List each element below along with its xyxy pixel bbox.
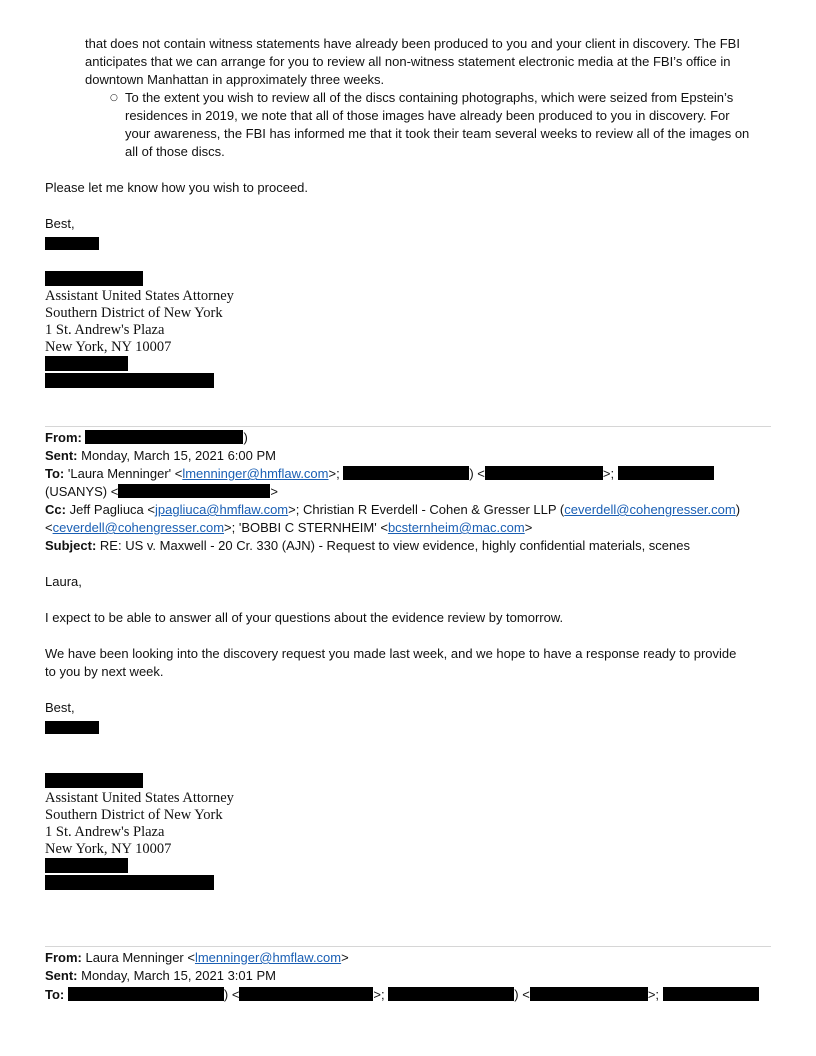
- paragraph-line: all of those discs.: [125, 144, 225, 159]
- paragraph-line: To the extent you wish to review all of the discs containing photographs, which were seized from Epstein’s: [125, 90, 734, 105]
- email-from-row: [45, 949, 349, 967]
- redaction-block: [343, 466, 469, 480]
- separator: ) <: [514, 987, 530, 1002]
- redaction-block: [45, 773, 143, 788]
- redaction-block: [45, 271, 143, 286]
- cc-name: Jeff Pagliuca <: [69, 502, 155, 517]
- signature-office: Southern District of New York: [45, 305, 223, 321]
- redaction-block: [45, 356, 128, 371]
- redaction-block: [118, 484, 270, 498]
- cc-email-link[interactable]: ceverdell@cohengresser.com: [564, 502, 736, 517]
- redaction-block: [388, 987, 514, 1001]
- separator: >: [270, 484, 278, 499]
- redaction-block: [618, 466, 714, 480]
- sent-label: Sent:: [45, 968, 78, 983]
- signature-block: [45, 790, 234, 858]
- separator: >: [524, 520, 533, 535]
- paragraph-line: residences in 2019, we note that all of those images have already been produced to you in discovery. For: [125, 108, 730, 123]
- paragraph-line: your awareness, the FBI has informed me that it took their team several weeks to review all of the images on: [125, 126, 750, 141]
- redaction-block: [239, 987, 373, 1001]
- redaction-block: [68, 987, 224, 1001]
- sender-email-link[interactable]: lmenninger@hmflaw.com: [194, 950, 342, 965]
- separator: >;: [647, 987, 660, 1002]
- redaction-block: [485, 466, 603, 480]
- to-label: To:: [45, 466, 65, 481]
- cc-email-link[interactable]: jpagliuca@hmflaw.com: [154, 502, 289, 517]
- email-to-row-continued: [45, 483, 278, 501]
- email-sent-row: [45, 447, 276, 465]
- recipient-email-link[interactable]: lmenninger@hmflaw.com: [182, 466, 329, 481]
- subject-label: Subject:: [45, 538, 97, 553]
- separator: >;: [328, 466, 340, 481]
- signature-city: New York, NY 10007: [45, 841, 172, 857]
- cc-name: >; 'BOBBI C STERNHEIM' <: [224, 520, 388, 535]
- redaction-block: [45, 858, 128, 873]
- discs-bullet-paragraph: [125, 89, 785, 161]
- separator: >;: [602, 466, 615, 481]
- from-close: ): [243, 430, 248, 445]
- cc-email-link[interactable]: bcsternheim@mac.com: [387, 520, 525, 535]
- from-label: From:: [45, 430, 82, 445]
- signature-title: Assistant United States Attorney: [45, 288, 234, 304]
- hollow-bullet-icon: ○: [110, 93, 118, 103]
- separator: ) <: [223, 987, 240, 1002]
- email-subject-row: [45, 537, 690, 555]
- redaction-block: [45, 237, 99, 250]
- paragraph-line: to you by next week.: [45, 664, 164, 679]
- email-cc-row-continued: [45, 519, 532, 537]
- sent-value: Monday, March 15, 2021 6:00 PM: [81, 448, 276, 463]
- redaction-block: [530, 987, 648, 1001]
- paragraph-line: that does not contain witness statements have already been produced to you and your client in discovery. The FBI: [85, 36, 740, 51]
- closing-question: Please let me know how you wish to proceed.: [45, 180, 309, 195]
- separator: ) <: [469, 466, 485, 481]
- cc-email-link[interactable]: ceverdell@cohengresser.com: [52, 520, 225, 535]
- signature-title: Assistant United States Attorney: [45, 790, 234, 806]
- signature-city: New York, NY 10007: [45, 339, 172, 355]
- email-divider: [45, 426, 771, 427]
- email-from-row: [45, 429, 248, 447]
- body-paragraph: [45, 645, 775, 681]
- redaction-block: [663, 987, 759, 1001]
- paragraph-line: anticipates that we can arrange for you to review all non-witness statement electronic media at the FBI’s office in: [85, 54, 731, 69]
- cc-label: Cc:: [45, 502, 66, 517]
- fbi-review-paragraph: [85, 35, 785, 89]
- redaction-block: [45, 373, 214, 388]
- email-sent-row: [45, 967, 276, 985]
- sent-value: Monday, March 15, 2021 3:01 PM: [81, 968, 276, 983]
- greeting: Laura,: [45, 574, 82, 589]
- paragraph-line: We have been looking into the discovery request you made last week, and we hope to have a response ready to provide: [45, 646, 737, 661]
- email-to-row: [45, 986, 759, 1004]
- to-label: To:: [45, 987, 65, 1002]
- email-cc-row: [45, 501, 740, 519]
- email-divider: [45, 946, 771, 947]
- from-name: Laura Menninger <: [85, 950, 195, 965]
- sign-off: Best,: [45, 216, 75, 231]
- redaction-block: [85, 430, 243, 444]
- signature-street: 1 St. Andrew's Plaza: [45, 322, 165, 338]
- email-to-row: [45, 465, 714, 483]
- signature-block: [45, 288, 234, 356]
- separator: >: [341, 950, 349, 965]
- sign-off: Best,: [45, 700, 75, 715]
- to-recipient-name: 'Laura Menninger' <: [67, 466, 183, 481]
- separator: ): [735, 502, 741, 517]
- separator: >;: [373, 987, 385, 1002]
- body-paragraph: I expect to be able to answer all of your questions about the evidence review by tomorrow.: [45, 610, 564, 625]
- redaction-block: [45, 721, 99, 734]
- separator: <: [45, 520, 53, 535]
- to-line-prefix: (USANYS) <: [45, 484, 119, 499]
- from-label: From:: [45, 950, 82, 965]
- signature-street: 1 St. Andrew's Plaza: [45, 824, 165, 840]
- paragraph-line: downtown Manhattan in approximately three weeks.: [85, 72, 385, 87]
- signature-office: Southern District of New York: [45, 807, 223, 823]
- redaction-block: [45, 875, 214, 890]
- subject-value: RE: US v. Maxwell - 20 Cr. 330 (AJN) - Request to view evidence, highly confidential materials, scenes: [99, 538, 690, 553]
- cc-name: >; Christian R Everdell - Cohen & Gresser LLP (: [288, 502, 565, 517]
- sent-label: Sent:: [45, 448, 78, 463]
